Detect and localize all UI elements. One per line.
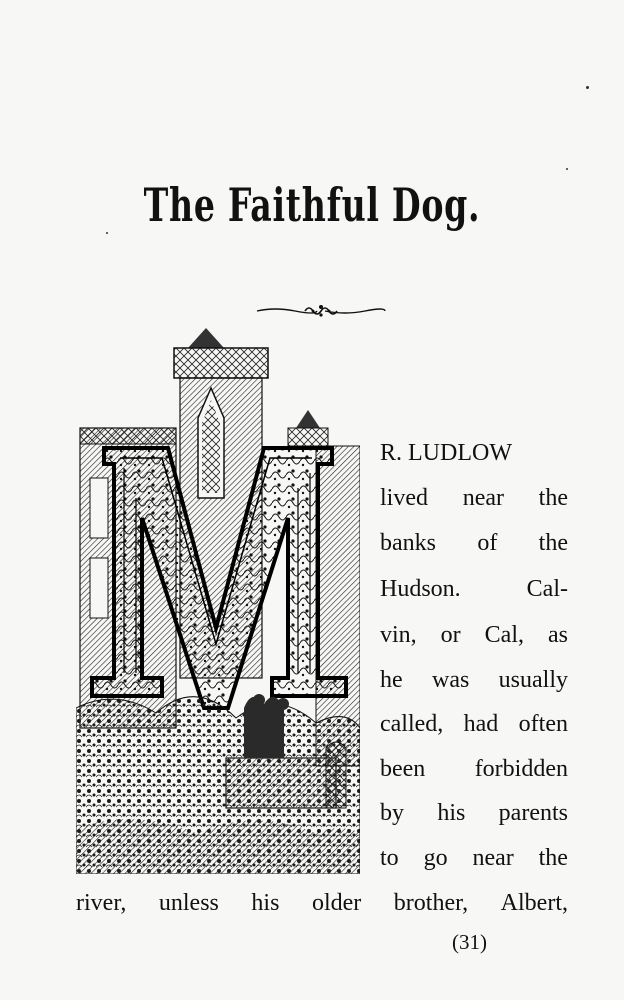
body-line-3: banks of the (380, 530, 568, 556)
page-number: (31) (452, 930, 487, 954)
body-line-9: by his parents (380, 800, 568, 826)
paper-speck (586, 86, 589, 89)
body-line-11: river, unless his older brother, Albert, (76, 890, 568, 916)
paper-speck (566, 168, 568, 170)
body-line-4: Hudson. Cal- (380, 576, 568, 602)
paper-speck (106, 232, 108, 234)
body-line-8: been forbidden (380, 756, 568, 782)
body-line-6: he was usually (380, 667, 568, 693)
decorated-initial-illustration (76, 328, 360, 874)
chapter-title: The Faithful Dog. (143, 178, 481, 232)
body-line-7: called, had often (380, 711, 568, 737)
body-line-2: lived near the (380, 485, 568, 511)
body-line-10: to go near the (380, 845, 568, 871)
body-line-5: vin, or Cal, as (380, 622, 568, 648)
ornament-divider (255, 300, 387, 322)
body-line-1: R. LUDLOW (380, 440, 512, 466)
